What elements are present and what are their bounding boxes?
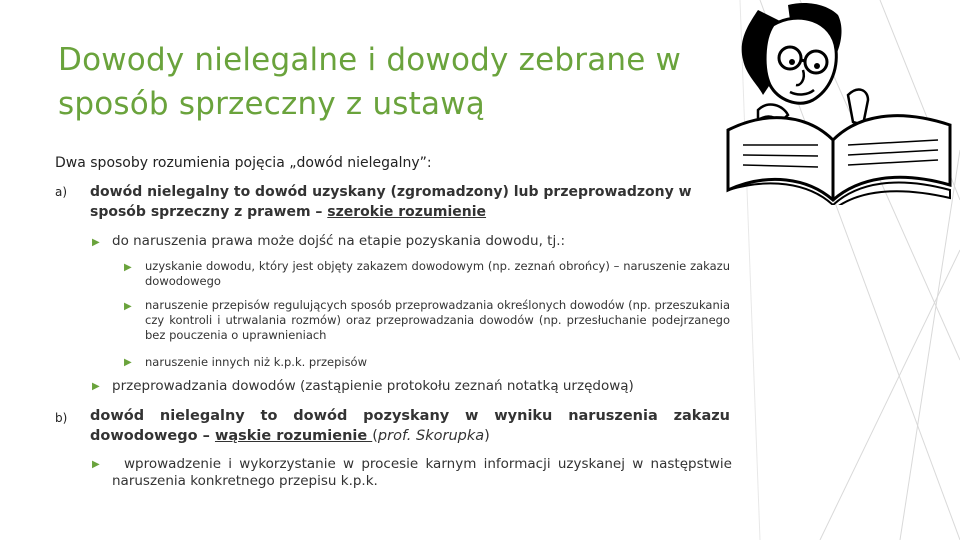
bullet-b1: wprowadzenie i wykorzystanie w procesie karnym informacji uzyskanej w następstwie naruszenia konkretnego przepisu k.p.k. — [112, 456, 732, 489]
bullet-a2: przeprowadzania dowodów (zastąpienie protokołu zeznań notatką urzędową) — [112, 378, 634, 394]
sub-bullet-a1-3: naruszenie innych niż k.p.k. przepisów — [145, 355, 367, 369]
item-b-body: dowód nielegalny to dowód pozyskany w wyniku naruszenia zakazu dowodowego – — [90, 408, 730, 444]
arrowhead-bullet-icon: ▶ — [92, 237, 100, 248]
item-a-text — [90, 182, 730, 222]
item-a-body: dowód nielegalny to dowód uzyskany (zgromadzony) lub przeprowadzony w sposób sprzeczny z prawem – — [90, 184, 692, 220]
arrowhead-bullet-icon: ▶ — [124, 357, 132, 368]
item-b-paren-close: ) — [484, 428, 490, 444]
bullet-a1: do naruszenia prawa może dojść na etapie pozyskania dowodu, tj.: — [112, 233, 566, 249]
slide-title: Dowody nielegalne i dowody zebrane w sposób sprzeczny z ustawą — [58, 42, 682, 122]
arrowhead-bullet-icon: ▶ — [124, 301, 132, 312]
intro-text: Dwa sposoby rozumienia pojęcia „dowód nielegalny”: — [55, 155, 432, 171]
item-b-text — [90, 406, 730, 446]
reading-professor-illustration — [718, 0, 960, 205]
item-a-marker: a) — [55, 185, 68, 199]
item-a-emphasis: szerokie rozumienie — [327, 204, 487, 220]
item-b-marker: b) — [55, 411, 68, 425]
sub-bullet-a1-2: naruszenie przepisów regulujących sposób przeprowadzania określonych dowodów (np. przeszukania czy kontroli i utrwalania rozmów) oraz przeprowadzania dowodów (np. przesłuchanie podejrzanego bez pouczenia o uprawnieniach — [145, 298, 730, 342]
sub-bullet-a1-1: uzyskanie dowodu, który jest objęty zakazem dowodowym (np. zeznań obrońcy) – naruszenie zakazu dowodowego — [145, 259, 730, 288]
item-b-paren-open: ( — [372, 428, 378, 444]
arrowhead-bullet-icon: ▶ — [124, 262, 132, 273]
item-b-emphasis: wąskie rozumienie — [214, 428, 373, 444]
arrowhead-bullet-icon: ▶ — [92, 459, 100, 470]
item-b-author: prof. Skorupka — [377, 428, 485, 444]
arrowhead-bullet-icon: ▶ — [92, 381, 100, 392]
